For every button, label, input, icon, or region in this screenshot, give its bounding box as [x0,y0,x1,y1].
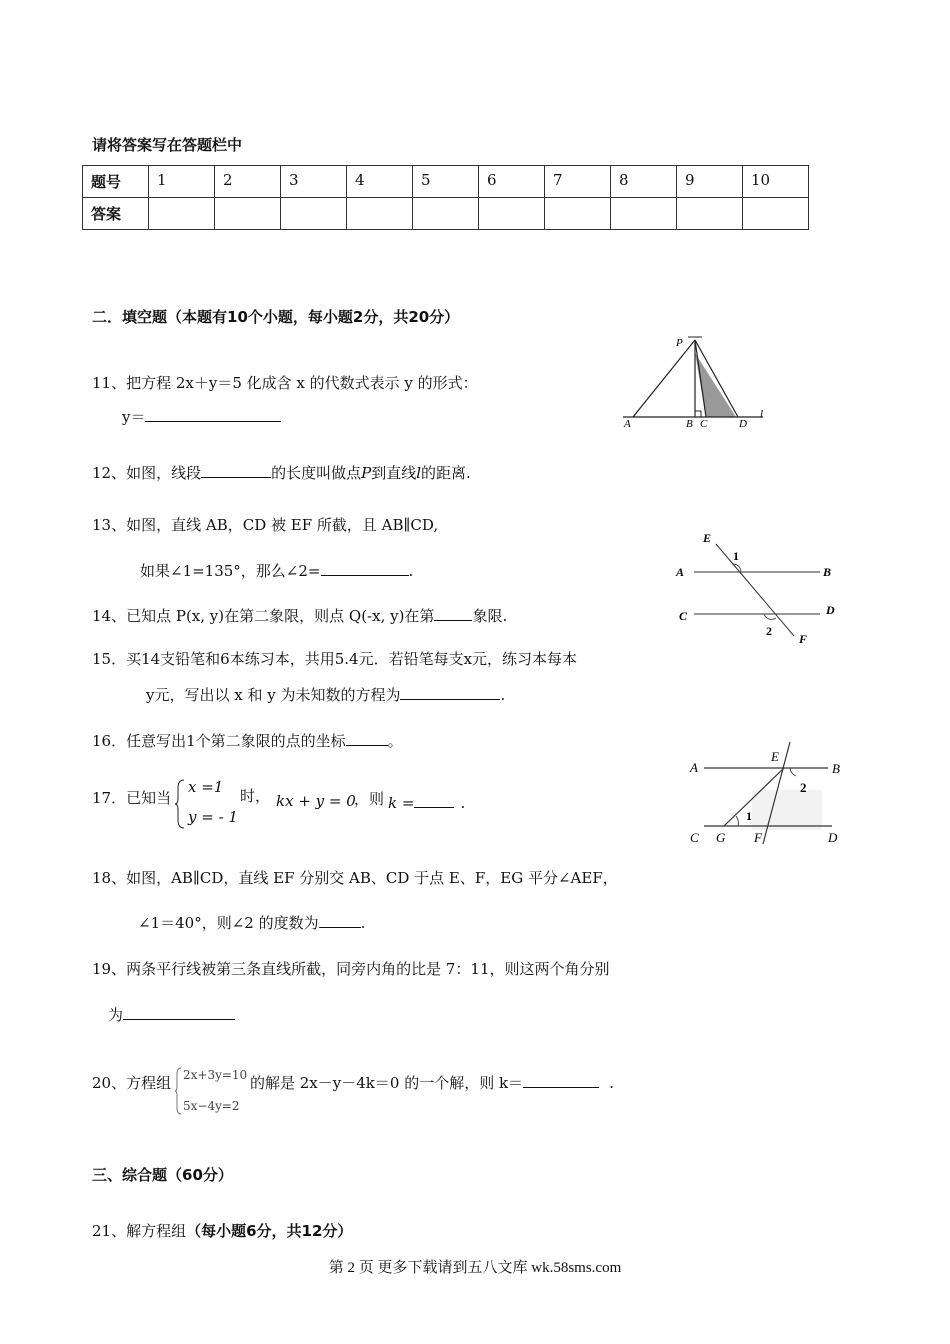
label-D: D [739,418,747,430]
angle-2-arc [790,768,796,776]
answer-cell[interactable] [611,198,677,230]
question-16 [92,730,403,751]
label-F: F [754,830,762,845]
q19-text: 为 [108,1006,124,1024]
label-C: C [679,609,688,623]
question-19-line2 [108,1004,235,1025]
q15-end: . [500,686,506,704]
label-F: F [799,632,808,646]
answer-cell[interactable] [545,198,611,230]
label-1: 1 [733,549,739,563]
page-footer: 第 2 页 更多下载请到五八文库 wk.58sms.com [328,1260,622,1276]
q17-mid: 时， [240,787,271,805]
table-caption: 请将答案写在答题栏中 [92,136,243,154]
right-angle-mark [695,411,701,417]
question-20 [250,1072,614,1093]
answer-blank[interactable] [123,1004,235,1020]
answer-blank[interactable] [319,912,361,928]
label-B: B [832,761,840,776]
answer-blank[interactable] [321,560,409,576]
scan-noise [752,790,822,830]
line-EF [716,544,794,636]
q13-text: 如果∠1=135°，那么∠2= [140,562,321,580]
q12-text-1: 12、如图，线段 [92,464,202,482]
q20-text: 的解是 2x－y－4k＝0 的一个解，则 k＝ [250,1074,524,1092]
question-15: 15．买14支铅笔和6本练习本，共用5.4元．若铅笔每支x元，练习本每本 [92,650,578,668]
answer-cell[interactable] [281,198,347,230]
question-number: 3 [281,166,347,198]
q20-equation-2: 5x−4y=2 [183,1099,240,1113]
q17-equation-1: x =1 [188,778,224,796]
label-1: 1 [746,809,752,823]
table-row [83,166,809,198]
q14-end: 象限. [472,607,508,625]
q16-end: 。 [387,732,403,750]
question-14 [92,605,507,626]
question-number: 2 [215,166,281,198]
label-E: E [771,749,779,764]
figure-parallel-lines [672,528,847,648]
question-number: 5 [413,166,479,198]
question-13: 13、如图，直线 AB，CD 被 EF 所截，且 AB∥CD, [92,516,439,534]
question-number: 10 [743,166,809,198]
q21-text: 21、解方程组 [92,1222,187,1240]
table-row [83,198,809,230]
q20-equation-1: 2x+3y=10 [183,1068,248,1082]
q17-then: ，则 [354,790,385,808]
q12-point: P [361,464,372,482]
q17-expression: kx + y = 0 [276,792,356,810]
section-title: 二．填空题（本题有10个小题，每小题2分，共20分） [92,308,460,326]
label-A: A [690,760,698,775]
section-title: 三、综合题（60分） [92,1166,233,1184]
q12-text-4: 的距离. [421,464,471,482]
question-number: 9 [677,166,743,198]
answer-cell[interactable] [149,198,215,230]
label-C: C [700,418,708,430]
q12-text-3: 到直线 [371,464,417,482]
question-number: 6 [479,166,545,198]
question-12 [92,462,471,483]
answer-blank[interactable] [145,406,281,422]
label-A: A [676,565,685,579]
label-P: P [676,337,683,349]
answer-blank[interactable] [523,1072,599,1088]
q12-line: l [416,464,422,482]
answer-blank[interactable] [346,730,388,746]
q18-end: . [360,914,366,932]
brace-icon [174,778,186,830]
label-C: C [690,830,699,845]
answer-blank[interactable] [201,462,271,478]
answer-cell[interactable] [413,198,479,230]
figure-angle-bisector [688,738,848,848]
question-number: 7 [545,166,611,198]
answer-cell[interactable] [215,198,281,230]
label-2: 2 [800,780,807,795]
label-2: 2 [766,624,772,638]
question-15-line2 [146,684,505,705]
answer-cell[interactable] [479,198,545,230]
label-D: D [826,603,835,617]
answer-cell[interactable] [347,198,413,230]
question-20-lead: 20、方程组 [92,1074,172,1092]
label-B: B [823,565,832,579]
q18-text: ∠1＝40°，则∠2 的度数为 [138,914,319,932]
question-number: 1 [149,166,215,198]
q12-text-2: 的长度叫做点 [271,464,362,482]
label-E: E [703,531,712,545]
q17-k [388,792,465,812]
q17-end: . [460,794,466,812]
q16-text: 16．任意写出1个第二象限的点的坐标 [92,732,346,750]
label-B: B [686,418,693,430]
question-11-answer [122,406,281,427]
q14-text: 14、已知点 P(x, y)在第二象限，则点 Q(-x, y)在第 [92,607,435,625]
question-19: 19、两条平行线被第三条直线所截，同旁内角的比是 7：11，则这两个角分别 [92,960,610,978]
label-A: A [624,418,631,430]
q13-end: . [408,562,414,580]
q17-equation-2: y = - 1 [188,808,238,826]
q21-points: （每小题6分，共12分） [186,1222,353,1240]
question-number: 4 [347,166,413,198]
segment-PA [633,340,695,417]
answer-blank[interactable] [434,605,472,621]
q15-text: y元，写出以 x 和 y 为未知数的方程为 [146,686,401,704]
angle-2-arc [764,614,776,619]
answer-prefix: y＝ [122,408,146,426]
row-header: 答案 [83,198,149,230]
question-21 [92,1220,352,1241]
question-number: 8 [611,166,677,198]
label-D: D [828,830,838,845]
answer-cell[interactable] [677,198,743,230]
angle-1-arc [736,816,738,826]
answer-blank[interactable] [400,684,500,700]
question-18: 18、如图，AB∥CD，直线 EF 分别交 AB、CD 于点 E、F，EG 平分∠AEF， [92,869,618,887]
q20-end: . [609,1074,614,1092]
question-13-line2 [140,560,413,581]
answer-blank[interactable] [414,792,454,808]
answer-table [82,165,809,230]
label-G: G [716,830,726,845]
question-17-lead: 17．已知当 [92,789,172,807]
answer-cell[interactable] [743,198,809,230]
question-18-line2 [138,912,365,933]
q17-k-label: k = [388,794,415,812]
row-header: 题号 [83,166,149,198]
figure-triangle [618,335,768,430]
label-l: l [760,408,764,420]
brace-icon [174,1066,182,1116]
question-11: 11、把方程 2x＋y＝5 化成含 x 的代数式表示 y 的形式： [92,374,478,392]
